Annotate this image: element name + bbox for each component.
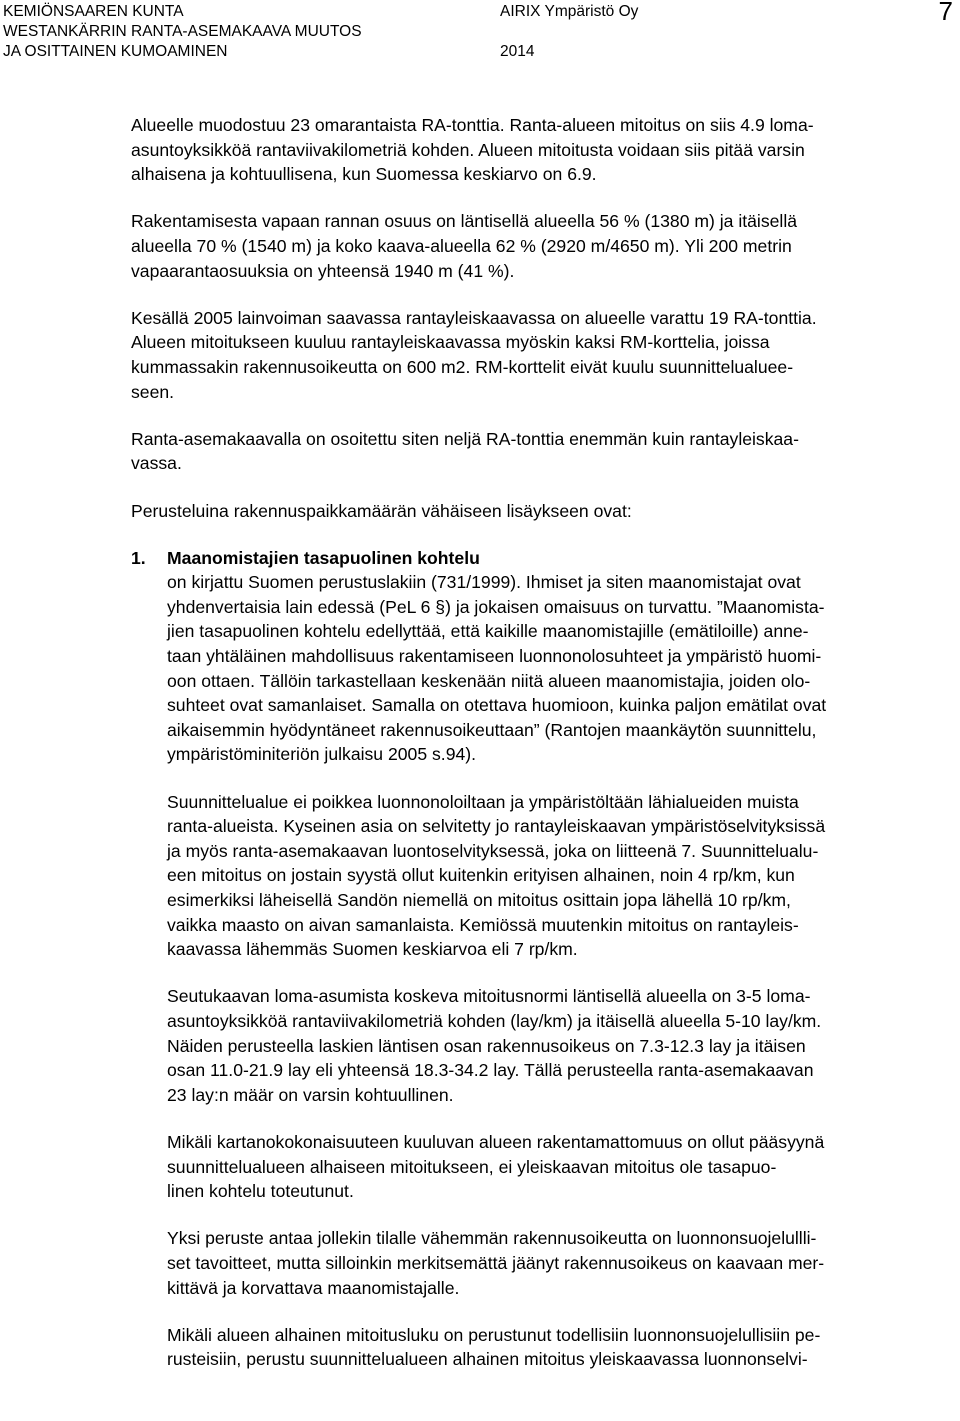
paragraph-conservation-grounds: Mikäli alueen alhainen mitoitusluku on perustunut todellisiin luonnonsuojelullisiin pe- rusteisiin, perustu suunnittelualueen alhainen mitoitus yleiskaavassa luonnonselvi- (167, 1324, 821, 1370)
paragraph-nature-conditions: Suunnittelualue ei poikkea luonnonoloiltaan ja ympäristöltään lähialueiden muista ranta-alueista. Kyseinen asia on selvitetty jo rantayleiskaavan ympäristöselvityksissä ja myös ranta-asemakaavan luontoselvityksessä, joka on liitteenä 7. Suunnittelualu- een mitoitus on jostain syystä ollut kuitenkin erityisen alhainen, noin 4 rp/km, kun esimerkiksi läheisellä Sandön niemellä on mitoitus osittain jopa lähellä 10 rp/km, vaikka maasto on aivan samanlaista. Kemiössä muutenkin mitoitus on rantayleis- kaavassa lähemmäs Suomen keskiarvoa eli 7 rp/km. (167, 791, 826, 960)
document-year: 2014 (500, 43, 535, 60)
page-header (3, 2, 953, 60)
plan-title: WESTANKÄRRIN RANTA-ASEMAKAAVA MUUTOS (3, 23, 362, 40)
organization-name: KEMIÖNSAAREN KUNTA (3, 3, 184, 20)
paragraph-extra-lots: Ranta-asemakaavalla on osoitettu siten neljä RA-tonttia enemmän kuin rantayleiskaa- vassa. (131, 428, 799, 474)
paragraph-free-shore: Rakentamisesta vapaan rannan osuus on läntisellä alueella 56 % (1380 m) ja itäisellä alueella 70 % (1540 m) ja koko kaava-alueella 62 % (2920 m/4650 m). Yli 200 metrin vapaarantaosuuksia on yhteensä 1940 m (41 %). (131, 211, 798, 281)
plan-subtitle: JA OSITTAINEN KUMOAMINEN (3, 43, 228, 60)
list-item-title: Maanomistajien tasapuolinen kohtelu (167, 547, 480, 568)
paragraph-master-plan: Kesällä 2005 lainvoiman saavassa rantayleiskaavassa on alueelle varattu 19 RA-tonttia. Alueen mitoitukseen kuuluu rantayleiskaavassa myöskin kaksi RM-korttelia, joissa kummassakin rakennusoikeutta on 600 m2. RM-korttelit eivät kuulu suunnittelualuee- seen. (131, 307, 817, 402)
paragraph-manor-reason: Mikäli kartanokokonaisuuteen kuuluvan alueen rakentamattomuus on ollut pääsyynä suunnittelualueen alhaiseen mitoitukseen, ei yleiskaavan mitoitus ole tasapuo- linen kohtelu toteutunut. (167, 1131, 825, 1202)
page-number: 7 (938, 0, 953, 26)
company-name: AIRIX Ympäristö Oy (500, 3, 639, 20)
list-item-heading (131, 546, 953, 571)
document-body (131, 113, 953, 1372)
paragraph-conservation-goals: Yksi peruste antaa jollekin tilalle vähemmän rakennusoikeutta on luonnonsuojelullli- set tavoitteet, mutta silloinkin merkitsemättä jäänyt rakennusoikeus on kaavaan mer- kittävä ja korvattava maanomistajalle. (167, 1228, 825, 1298)
paragraph-justifications-intro: Perusteluina rakennuspaikkamäärän vähäiseen lisäykseen ovat: (131, 500, 632, 521)
paragraph-regional-norm: Seutukaavan loma-asumista koskeva mitoitusnormi läntisellä alueella on 3-5 loma- asuntoyksikköä rantaviivakilometriä kohden (lay/km) ja itäisellä alueella 5-10 lay/km. Näiden perusteella laskien läntisen osan rakennusoikeus on 7.3-12.3 lay ja itäisen osan 11.0-21.9 lay eli yhteensä 18.3-34.2 lay. Tällä perusteella ranta-asemakaavan 23 lay:n määr on varsin kohtuullinen. (167, 986, 822, 1105)
paragraph-equal-treatment: on kirjattu Suomen perustuslakiin (731/1999). Ihmiset ja siten maanomistajat ovat yhdenvertaisia lain edessä (PeL 6 §) ja jokaisen omaisuus on turvattu. ”Maanomista- jien tasapuolinen kohtelu edellyttää, että kaikille maanomistajille (emätiloille) anne- taan yhtäläinen mahdollisuus rakentamiseen luonnonolosuhteet ja ympäristö huomi- oon ottaen. Tällöin tarkastellaan keskenään niitä alueen maanomistajia, joiden olo- suhteet ovat samanlaiset. Samalla on otettava huomioon, kuinka paljon emätilat ovat aikaisemmin hyödyntäneet rakennusoikeuttaan” (Rantojen maankäytön suunnittelu, ympäristöminiteriön julkaisu 2005 s.94). (167, 572, 827, 765)
list-item-number: 1. (131, 547, 146, 568)
paragraph-lot-count: Alueelle muodostuu 23 omarantaista RA-tonttia. Ranta-alueen mitoitus on siis 4.9 loma- asuntoyksikköä rantaviivakilometriä kohden. Alueen mitoitusta voidaan siis pitää varsin alhaisena ja kohtuullisena, kun Suomessa keskiarvo on 6.9. (131, 115, 814, 185)
